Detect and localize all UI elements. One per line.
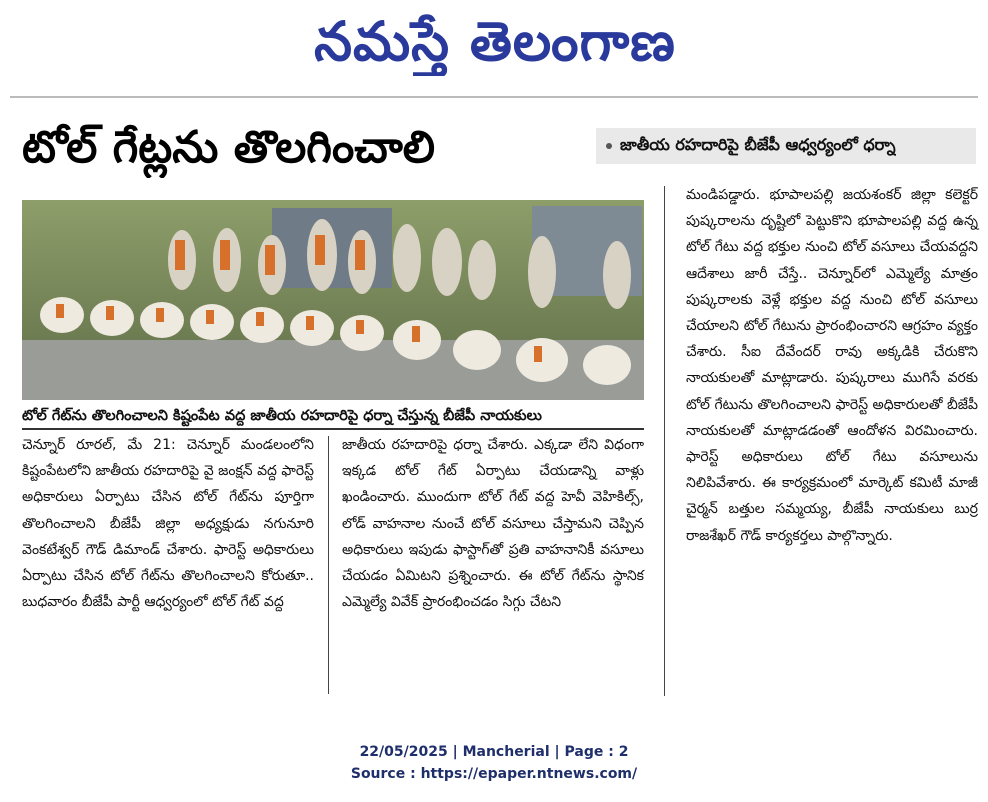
bullet-icon [606, 143, 612, 149]
article-subheadline: జాతీయ రహదారిపై బీజేపీ ఆధ్వర్యంలో ధర్నా [620, 134, 896, 154]
newspaper-masthead: నమస్తే తెలంగాణ [314, 10, 676, 73]
article-column-3 [686, 182, 978, 702]
article-column-1 [22, 432, 314, 700]
protest-photo-illustration [22, 200, 644, 400]
column-divider [328, 436, 329, 694]
column-divider [664, 186, 665, 696]
article-text-col3: మండిపడ్డారు. భూపాలపల్లి జయశంకర్ జిల్లా కలెక్టర్ పుష్కరాలను దృష్టిలో పెట్టుకొని భూపాలపల్లి వద్ద ఉన్న టోల్ గేటు వద్ద భక్తుల నుంచి టోల్ వసూలు చేయవద్దని ఆదేశాలు జారీ చేస్తే.. చెన్నూర్‌లో ఎమ్మెల్యే మాత్రం పుష్కరాలకు వెళ్లే భక్తుల వద్ద నుంచి టోల్ వసూలు చేయాలని టోల్ గేటును ప్రారంభించారని ఆగ్రహం వ్యక్తం చేశారు. సీఐ దేవేందర్ రావు అక్కడికి చేరుకొని నాయకులతో మాట్లాడారు. పుష్కరాలు ముగిసే వరకు టోల్ గేటును తొలగించాలని ఫారెస్ట్ అధికారులతో బీజేపీ నాయకులతో మాట్లాడడంతో ఆందోళన విరమించారు. ఫారెస్ట్ అధికారులు టోల్ గేటు వసూలును నిలిపివేశారు. ఈ కార్యక్రమంలో మార్కెట్ కమిటీ మాజీ చైర్మన్ బత్తుల సమ్మయ్య, బీజేపీ నాయకులు బుర్ర రాజశేఖర్ గౌడ్ కార్యకర్తలు పాల్గొన్నారు. [686, 187, 978, 544]
article-text-col1: చెన్నూర్ రూరల్, మే 21: చెన్నూర్ మండలంలోని కిష్టంపేటలోని జాతీయ రహదారిపై వై జంక్షన్ వద్ద ఫారెస్ట్ అధికారులు ఏర్పాటు చేసిన టోల్ గేట్‌ను పూర్తిగా తొలగించాలని బీజేపీ జిల్లా అధ్యక్షుడు నగునూరి వెంకటేశ్వర్ గౌడ్ డిమాండ్ చేశారు. ఫారెస్ట్ అధికారులు ఏర్పాటు చేసిన టోల్ గేట్‌ను తొలగించాలని కోరుతూ.. బుధవారం బీజేపీ పార్టీ ఆధ్వర్యంలో టోల్ గేట్ వద్ద [22, 437, 314, 611]
photo-caption: టోల్ గేట్‌ను తొలగించాలని కిష్టంపేట వద్ద జాతీయ రహదారిపై ధర్నా చేస్తున్న బీజేపీ నాయకులు [22, 408, 542, 424]
article-text-col2: జాతీయ రహదారిపై ధర్నా చేశారు. ఎక్కడా లేని విధంగా ఇక్కడ టోల్ గేట్ ఏర్పాటు చేయడాన్ని వాళ్లు ఖండించారు. ముందుగా టోల్ గేట్ వద్ద హెవీ వెహికిల్స్, లోడ్ వాహనాల నుంచే టోల్ వసూలు చేస్తామని చెప్పిన అధికారులు ఇపుడు ఫాస్టాగ్‌తో ప్రతి వాహనానికీ వసూలు చేయడం ఏమిటని ప్రశ్నించారు. ఈ టోల్ గేట్‌ను స్థానిక ఎమ్మెల్యే వివేక్ ప్రారంభించడం సిగ్గు చేటని [342, 437, 644, 611]
masthead-divider [10, 96, 978, 98]
protest-photo [22, 200, 644, 400]
edition-info: 22/05/2025 | Mancherial | Page : 2 [359, 744, 629, 760]
photo-caption-box [22, 404, 644, 430]
article-column-2 [342, 432, 644, 700]
subheadline-box [596, 128, 976, 164]
source-link[interactable]: Source : https://epaper.ntnews.com/ [350, 766, 638, 782]
article-headline: టోల్ గేట్లను తొలగించాలి [22, 122, 436, 173]
